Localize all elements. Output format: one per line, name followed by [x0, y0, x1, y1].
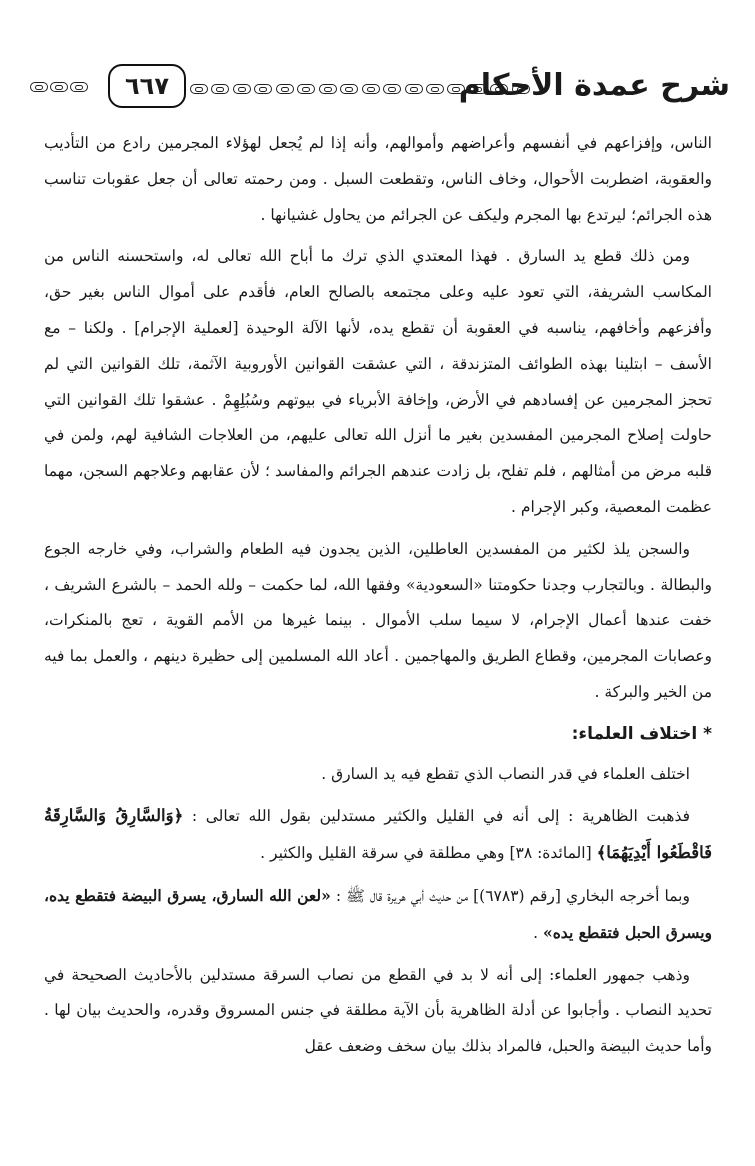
- page-body: [44, 126, 712, 1071]
- section-heading: * اختلاف العلماء:: [571, 723, 712, 744]
- ornament-icon: [383, 84, 401, 94]
- ornament-icon: [50, 82, 68, 92]
- header-ornament-left: [30, 82, 88, 92]
- ornament-icon: [30, 82, 48, 92]
- ornament-icon: [319, 84, 337, 94]
- ornament-icon: [405, 84, 423, 94]
- ornament-icon: [362, 84, 380, 94]
- section-intro: اختلف العلماء في قدر النصاب الذي تقطع فيه يد السارق .: [321, 764, 690, 783]
- ornament-icon: [254, 84, 272, 94]
- paragraph: ومن ذلك قطع يد السارق . فهذا المعتدي الذي ترك ما أباح الله تعالى له، واستحسنه الناس من المكاسب الشريفة، التي تعود عليه وعلى مجتمعه بالصالح العام، فأقدم على أموال الناس بغير حق، وأفزعهم وأخافهم، يناسبه في العقوبة أن تقطع يده، لأنها الآلة الوحيدة [لعملية الإجرام] . ولكنا – مع الأسف – ابتلينا بهذه الطوائف المتزندقة ، التي عشقت القوانين الأوروبية الآثمة، تلك القوانين التي لم تحجز المجرمين عن إفسادهم في الأرض، وإخافة الأبرياء في بيوتهم وسُبُلِهِمْ . عشقوا تلك القوانين التي حاولت إصلاح المجرمين المفسدين بغير ما أنزل الله تعالى عليهم، من العلاجات الشافية لهم، ولمن في قلبه مرض من أمثالهم ، فلم تفلح، بل زادت عندهم الجرائم والمفاسد ؛ لأن عقابهم وعلاجهم السجن، مهما عظمت المعصية، وكبر الإجرام .: [44, 247, 712, 516]
- hadith-quote: «لعن الله السارق، يسرق البيضة فتقطع يده، ويسرق الحبل فتقطع يده»: [44, 885, 712, 942]
- ornament-icon: [297, 84, 315, 94]
- book-title: شرح عمدة الأحكام: [458, 68, 730, 103]
- quran-quote: ﴿وَالسَّارِقُ وَالسَّارِقَةُ فَاقْطَعُوا أَيْدِيَهُمَا﴾: [44, 806, 712, 863]
- page-number: ٦٦٧: [108, 64, 186, 108]
- ornament-icon: [426, 84, 444, 94]
- ornament-icon: [276, 84, 294, 94]
- paragraph: الناس، وإفزاعهم في أنفسهم وأعراضهم وأموالهم، وأنه إذا لم يُجعل لهؤلاء المجرمين رادع من التأديب والعقوبة، اضطربت الأحوال، وخاف الناس، وتقطعت السبل . ومن رحمته تعالى أن جعل عقوبات تناسب هذه الجرائم؛ ليرتدع بها المجرم وليكف عن الجرائم من يحاول غشيانها .: [44, 134, 712, 224]
- bukhari-text: وبما أخرجه البخاري [رقم (٦٧٨٣)] من حديث أبي هريرة قال ﷺ :: [330, 886, 690, 905]
- zahiri-paragraph: [44, 798, 712, 872]
- zahiri-ref: [المائدة: ٣٨] وهي مطلقة في سرقة القليل والكثير .: [260, 844, 597, 863]
- ornament-icon: [70, 82, 88, 92]
- bukhari-paragraph: [44, 878, 712, 952]
- page-header: [30, 62, 730, 118]
- ornament-icon: [340, 84, 358, 94]
- zahiri-text: فذهبت الظاهرية : إلى أنه في القليل والكثير مستدلين بقول الله تعالى :: [183, 807, 690, 826]
- ornament-icon: [211, 84, 229, 94]
- paragraph: والسجن يلذ لكثير من المفسدين العاطلين، الذين يجدون فيه الطعام والشراب، وفي خارجه الجوع والبطالة . وبالتجارب وجدنا حكومتنا «السعودية» وفقها الله، لما حكمت – ولله الحمد – بالشرع الشريف ، خفت عندها أعمال الإجرام، لا سيما سلب الأموال . بينما غيرها من الأمم القوية ، تعج بالمنكرات، وعصابات المجرمين، وقطاع الطريق والمهاجمين . أعاد الله المسلمين إلى حظيرة دينهم ، والعمل بما فيه من الخير والبركة .: [44, 539, 712, 701]
- ornament-icon: [190, 84, 208, 94]
- jumhur-paragraph: وذهب جمهور العلماء: إلى أنه لا بد في القطع من نصاب السرقة مستدلين بالأحاديث الصحيحة في تحديد النصاب . وأجابوا عن أدلة الظاهرية بأن الآية مطلقة في جنس المسروق وقدره، والحديث بيان لها . وأما حديث البيضة والحبل، فالمراد بذلك بيان سخف وضعف عقل: [44, 965, 712, 1056]
- ornament-icon: [233, 84, 251, 94]
- bukhari-end: .: [533, 923, 543, 942]
